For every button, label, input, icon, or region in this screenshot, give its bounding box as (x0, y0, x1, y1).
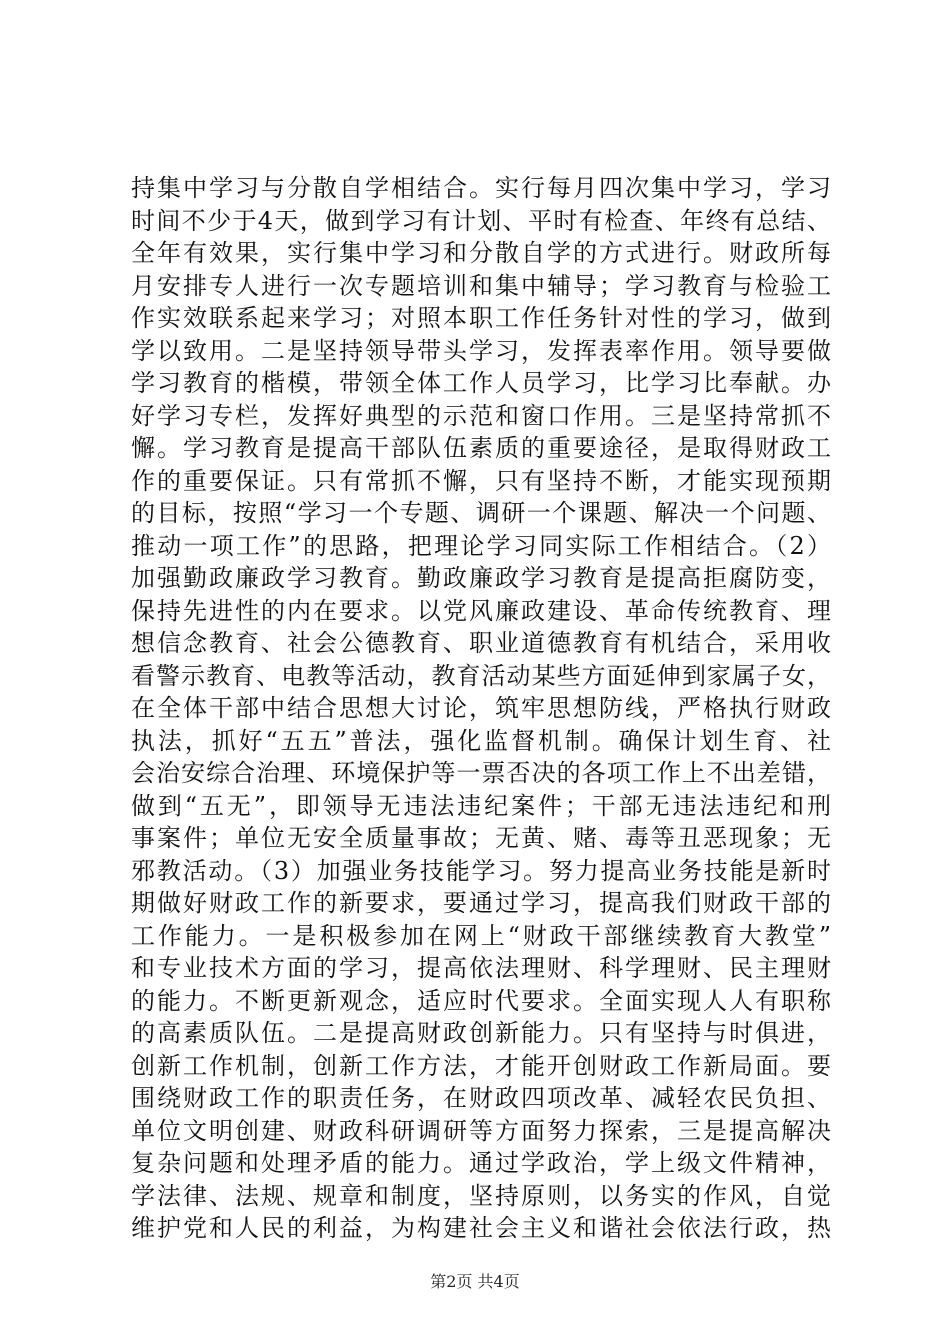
body-text-line: 创新工作机制，创新工作方法，才能开创财政工作新局面。要 (131, 1051, 831, 1080)
body-text-line: 单位文明创建、财政科研调研等方面努力探索，三是提高解决 (131, 1116, 831, 1145)
body-text-line: 和专业技术方面的学习，提高依法理财、科学理财、民主理财 (131, 954, 831, 982)
body-text-line: 复杂问题和处理矛盾的能力。通过学政治，学上级文件精神， (131, 1149, 831, 1177)
body-text-line: 月安排专人进行一次专题培训和集中辅导；学习教育与检验工 (131, 271, 831, 300)
body-text-line: 的目标，按照“学习一个专题、调研一个课题、解决一个问题、 (131, 499, 831, 527)
body-text-line: 学法律、法规、规章和制度，坚持原则，以务实的作风，自觉 (131, 1181, 831, 1210)
page-footer-indicator: 第2页 共4页 (430, 1272, 520, 1291)
body-text-line: 执法，抓好“五五”普法，强化监督机制。确保计划生育、社 (131, 726, 831, 755)
body-text-line: 想信念教育、社会公德教育、职业道德教育有机结合，采用收 (131, 629, 831, 657)
body-text-line: 围绕财政工作的职责任务，在财政四项改革、减轻农民负担、 (131, 1084, 831, 1112)
body-text-line: 推动一项工作”的思路，把理论学习同实际工作相结合。（2） (131, 531, 831, 560)
body-text-line: 邪教活动。（3）加强业务技能学习。努力提高业务技能是新时 (131, 856, 831, 885)
body-text-line: 好学习专栏，发挥好典型的示范和窗口作用。三是坚持常抓不 (131, 401, 831, 430)
body-text-line: 懈。学习教育是提高干部队伍素质的重要途径，是取得财政工 (131, 434, 831, 462)
body-text-line: 看警示教育、电教等活动，教育活动某些方面延伸到家属子女， (131, 661, 831, 690)
body-text-line: 维护党和人民的利益，为构建社会主义和谐社会依法行政，热 (131, 1214, 831, 1242)
body-text-line: 在全体干部中结合思想大讨论，筑牢思想防线，严格执行财政 (131, 694, 831, 722)
body-text-line: 期做好财政工作的新要求，要通过学习，提高我们财政干部的 (131, 889, 831, 917)
body-text-line: 作实效联系起来学习；对照本职工作任务针对性的学习，做到 (131, 304, 831, 332)
body-text-line: 保持先进性的内在要求。以党风廉政建设、革命传统教育、理 (131, 596, 831, 625)
body-text-line: 事案件；单位无安全质量事故；无黄、赌、毒等丑恶现象；无 (131, 824, 831, 852)
body-text-line: 时间不少于4天，做到学习有计划、平时有检查、年终有总结、 (131, 206, 831, 235)
body-text-line: 作的重要保证。只有常抓不懈，只有坚持不断，才能实现预期 (131, 466, 831, 495)
body-text-line: 加强勤政廉政学习教育。勤政廉政学习教育是提高拒腐防变， (131, 564, 831, 592)
body-text-line: 持集中学习与分散自学相结合。实行每月四次集中学习，学习 (131, 174, 831, 202)
body-text-line: 工作能力。一是积极参加在网上“财政干部继续教育大教堂” (131, 921, 831, 950)
body-text-line: 的高素质队伍。二是提高财政创新能力。只有坚持与时俱进， (131, 1019, 831, 1047)
body-text-line: 学习教育的楷模，带领全体工作人员学习，比学习比奉献。办 (131, 369, 831, 397)
body-text-line: 全年有效果，实行集中学习和分散自学的方式进行。财政所每 (131, 239, 831, 267)
body-text-line: 做到“五无”，即领导无违法违纪案件；干部无违法违纪和刑 (131, 791, 831, 820)
body-text-line: 会治安综合治理、环境保护等一票否决的各项工作上不出差错， (131, 759, 831, 787)
body-text-line: 的能力。不断更新观念，适应时代要求。全面实现人人有职称 (131, 986, 831, 1015)
body-text-line: 学以致用。二是坚持领导带头学习，发挥表率作用。领导要做 (131, 336, 831, 365)
document-body-text (131, 172, 831, 1245)
